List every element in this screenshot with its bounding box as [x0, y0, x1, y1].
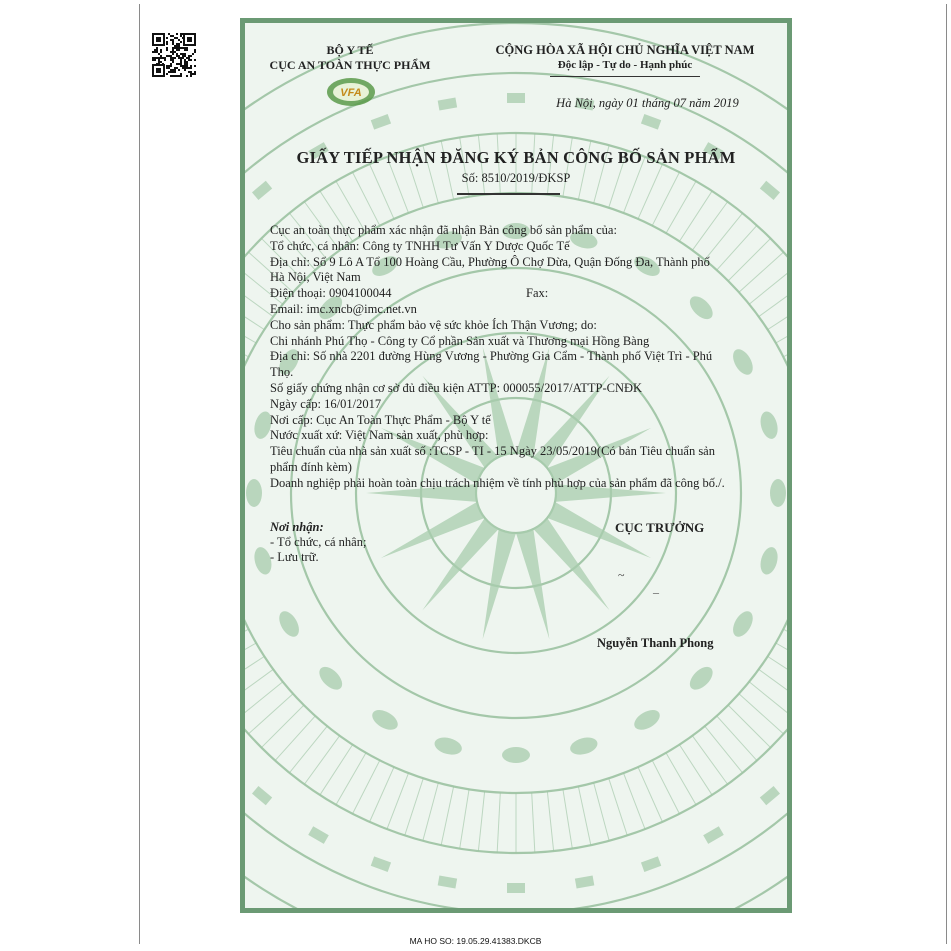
agency-name: CỤC AN TOÀN THỰC PHẨM	[269, 58, 431, 72]
certificate-line: Số giấy chứng nhận cơ sở đủ điều kiện ATTP: 000055/2017/ATTP-CNĐK	[270, 380, 643, 395]
document-title: GIẤY TIẾP NHẬN ĐĂNG KÝ BẢN CÔNG BỐ SẢN PHẨM	[296, 148, 736, 167]
signer-name: Nguyễn Thanh Phong	[597, 636, 714, 650]
signature-mark: ~	[618, 568, 625, 582]
logo-text: VFA	[340, 87, 362, 99]
intro-line: Cục an toàn thực phẩm xác nhận đã nhận Bản công bố sản phẩm của:	[270, 223, 617, 237]
issue-date-line: Hà Nội, ngày 01 tháng 07 năm 2019	[556, 96, 739, 110]
receivers-block	[270, 520, 470, 565]
mfr-address-line-2: Thọ.	[270, 365, 294, 380]
receiver-item: - Lưu trữ.	[270, 550, 319, 564]
product-line: Cho sản phẩm: Thực phẩm bảo vệ sức khỏe Ích Thận Vương; do:	[270, 317, 597, 332]
signature-marks	[615, 568, 659, 600]
national-motto: Độc lập - Tự do - Hạnh phúc	[557, 59, 693, 71]
signature-mark: –	[653, 585, 659, 599]
responsibility-line: Doanh nghiệp phải hoàn toàn chịu trách nhiệm về tính phù hợp của sản phẩm đã công bố./.	[270, 475, 725, 490]
vfa-logo	[325, 75, 377, 109]
certificate-frame	[240, 18, 792, 913]
certificate-body	[270, 223, 790, 492]
organization-line: Tổ chức, cá nhân: Công ty TNHH Tư Vấn Y Dược Quốc Tế	[270, 238, 570, 253]
republic-name: CỘNG HÒA XÃ HỘI CHỦ NGHĨA VIỆT NAM	[495, 43, 755, 57]
title-rule	[457, 193, 560, 195]
record-code: MA HO SO: 19.05.29.41383.DKCB	[409, 936, 542, 946]
motto-underline	[550, 76, 700, 77]
manufacturer-line: Chi nhánh Phú Thọ - Công ty Cổ phần Sản xuất và Thương mại Hồng Bàng	[270, 333, 650, 348]
ministry-name: BỘ Y TẾ	[326, 43, 374, 57]
origin-line: Nước xuất xứ: Việt Nam sản xuất, phù hợp:	[270, 428, 489, 443]
receiver-item: - Tổ chức, cá nhân;	[270, 535, 367, 549]
contact-row	[270, 286, 790, 302]
issued-by-line: Nơi cấp: Cục An Toàn Thực Phẩm - Bộ Y tế	[270, 412, 491, 427]
address-line-1: Địa chỉ: Số 9 Lô A Tổ 100 Hoàng Cầu, Phường Ô Chợ Dừa, Quận Đống Đa, Thành phố	[270, 254, 710, 269]
standard-line-2: phẩm đính kèm)	[270, 459, 352, 474]
qr-code	[152, 33, 196, 77]
document-number: Số: 8510/2019/ĐKSP	[461, 171, 571, 185]
phone-line: Điện thoại: 0904100044	[270, 286, 392, 301]
receivers-label: Nơi nhận:	[270, 520, 324, 534]
address-line-2: Hà Nội, Việt Nam	[270, 270, 361, 285]
national-header	[460, 43, 790, 77]
issue-date-field: Ngày cấp: 16/01/2017	[270, 396, 382, 411]
mfr-address-line-1: Địa chỉ: Số nhà 2201 đường Hùng Vương - Phường Gia Cẩm - Thành phố Việt Trì - Phú	[270, 349, 713, 364]
email-line: Email: imc.xncb@imc.net.vn	[270, 301, 417, 316]
issuer-header	[260, 43, 440, 73]
standard-line-1: Tiêu chuẩn của nhà sản xuất số :TCSP - TI - 15 Ngày 23/05/2019(Có bản Tiêu chuẩn sản	[270, 444, 715, 459]
signer-title: CỤC TRƯỞNG	[615, 520, 705, 535]
fax-line: Fax:	[526, 286, 549, 301]
